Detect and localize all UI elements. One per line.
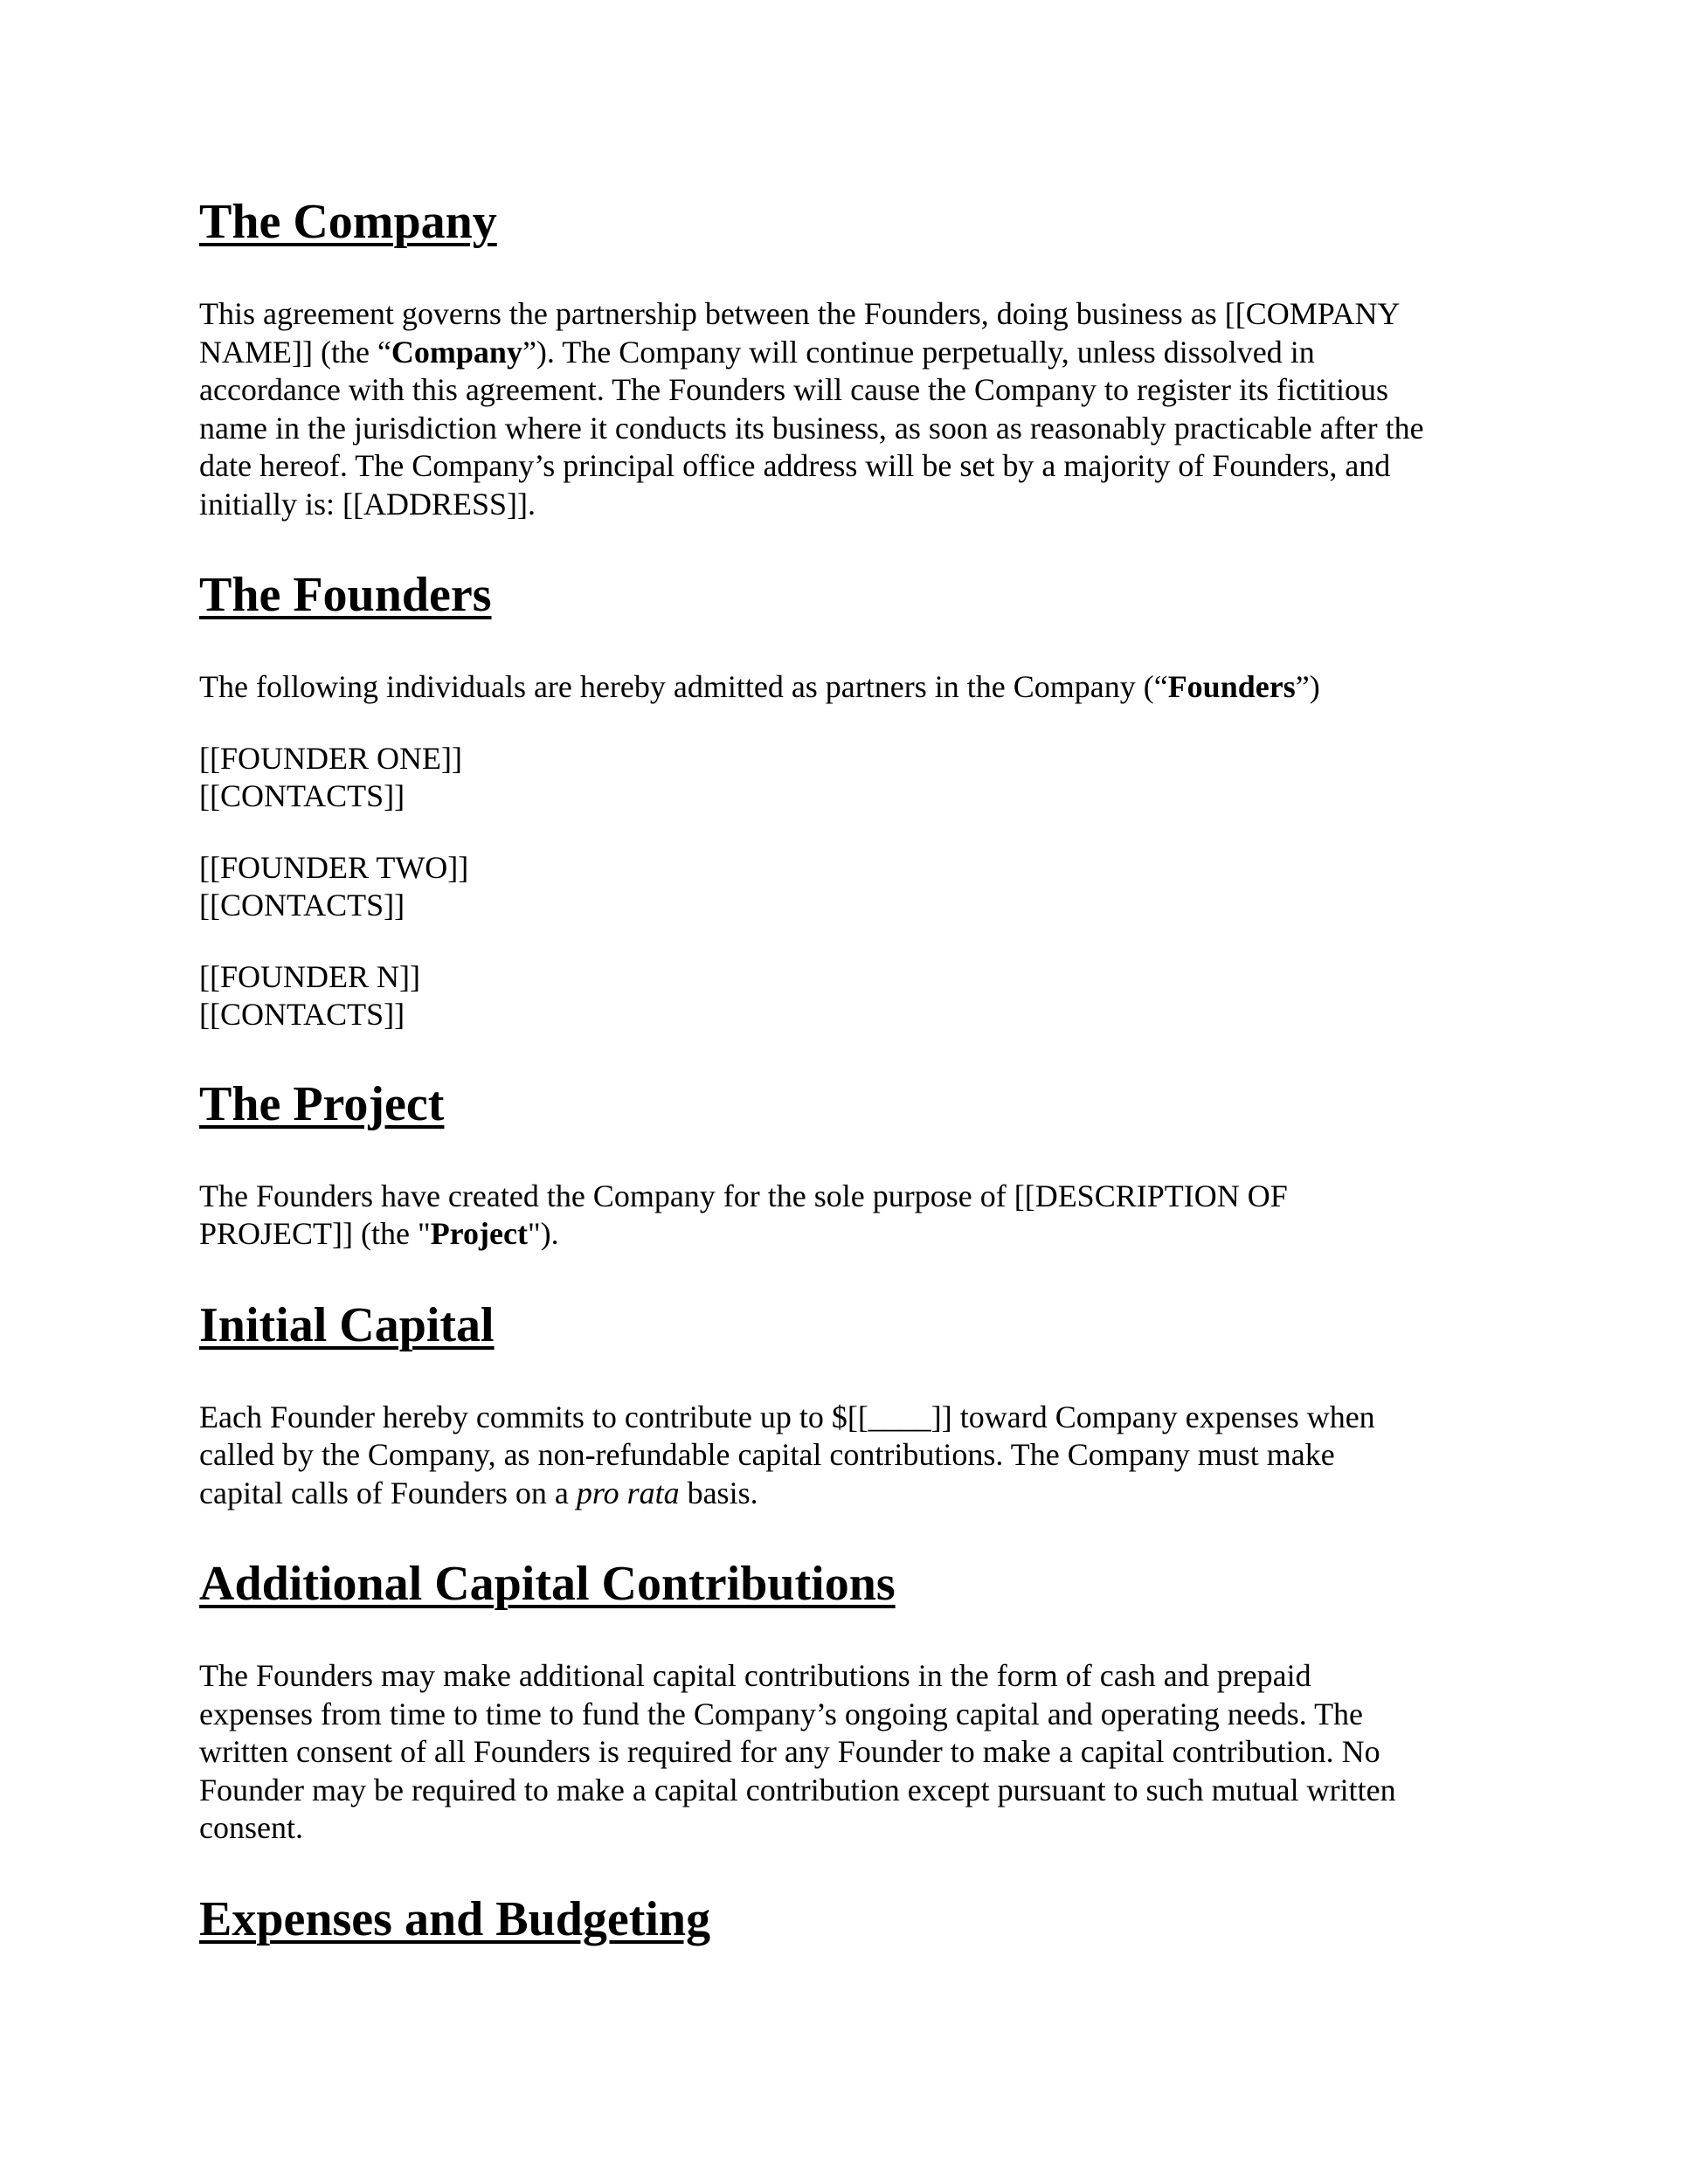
project-line-2-start: PROJECT]] (the "	[199, 1216, 431, 1251]
founder-entry	[199, 849, 1510, 925]
founders-intro-end: ”)	[1295, 669, 1320, 704]
founder-name: [[FOUNDER ONE]]	[199, 740, 462, 776]
additional-capital-line-5: consent.	[199, 1810, 303, 1845]
founders-defined-term: Founders	[1167, 669, 1296, 704]
initial-capital-line-3-end: basis.	[679, 1475, 758, 1510]
additional-capital-paragraph	[199, 1657, 1510, 1848]
initial-capital-paragraph	[199, 1399, 1510, 1513]
additional-capital-line-4: Founder may be required to make a capital contribution except pursuant to such mutual written	[199, 1772, 1396, 1807]
founder-contacts: [[CONTACTS]]	[199, 778, 405, 813]
company-line-4: name in the jurisdiction where it conducts its business, as soon as reasonably practicable after the	[199, 410, 1424, 446]
project-defined-term: Project	[430, 1216, 528, 1251]
founders-intro-start: The following individuals are hereby admitted as partners in the Company (“	[199, 669, 1168, 704]
section-heading-company: The Company	[199, 195, 497, 249]
company-line-2	[199, 334, 1510, 372]
initial-capital-line-1: Each Founder hereby commits to contribute up to $[[____]] toward Company expenses when	[199, 1399, 1375, 1434]
company-line-2-end: ”). The Company will continue perpetually, unless dissolved in	[522, 334, 1315, 370]
company-line-6: initially is: [[ADDRESS]].	[199, 486, 536, 522]
founder-entry	[199, 740, 1510, 816]
project-line-2-end: ").	[527, 1216, 559, 1251]
founder-contacts: [[CONTACTS]]	[199, 997, 405, 1032]
section-heading-expenses: Expenses and Budgeting	[199, 1891, 711, 1946]
section-heading-initial-capital: Initial Capital	[199, 1297, 495, 1352]
project-paragraph	[199, 1178, 1510, 1254]
project-line-2	[199, 1215, 1510, 1254]
company-paragraph	[199, 295, 1510, 523]
initial-capital-line-3	[199, 1475, 1510, 1513]
initial-capital-line-3-start: capital calls of Founders on a	[199, 1475, 577, 1510]
company-line-5: date hereof. The Company’s principal office address will be set by a majority of Founders, and	[199, 448, 1391, 483]
section-heading-founders: The Founders	[199, 568, 492, 622]
additional-capital-line-2: expenses from time to time to fund the Company’s ongoing capital and operating needs. The	[199, 1696, 1364, 1731]
section-heading-project: The Project	[199, 1076, 445, 1131]
company-defined-term: Company	[391, 334, 522, 370]
pro-rata-term: pro rata	[576, 1475, 680, 1510]
founder-contacts: [[CONTACTS]]	[199, 888, 405, 923]
founder-name: [[FOUNDER TWO]]	[199, 849, 469, 885]
company-line-3: accordance with this agreement. The Founders will cause the Company to register its fictitious	[199, 372, 1388, 407]
additional-capital-line-3: written consent of all Founders is required for any Founder to make a capital contribution. No	[199, 1734, 1380, 1769]
founders-intro	[199, 668, 1510, 707]
company-line-1: This agreement governs the partnership between the Founders, doing business as [[COMPANY	[199, 296, 1401, 331]
project-line-1: The Founders have created the Company for the sole purpose of [[DESCRIPTION OF	[199, 1178, 1288, 1213]
section-heading-additional-capital: Additional Capital Contributions	[199, 1557, 896, 1611]
additional-capital-line-1: The Founders may make additional capital contributions in the form of cash and prepaid	[199, 1658, 1311, 1693]
initial-capital-line-2: called by the Company, as non-refundable capital contributions. The Company must make	[199, 1437, 1335, 1472]
company-line-2-start: NAME]] (the “	[199, 334, 391, 370]
founder-entry	[199, 958, 1510, 1034]
document-page	[199, 194, 1510, 1947]
founder-name: [[FOUNDER N]]	[199, 958, 420, 994]
